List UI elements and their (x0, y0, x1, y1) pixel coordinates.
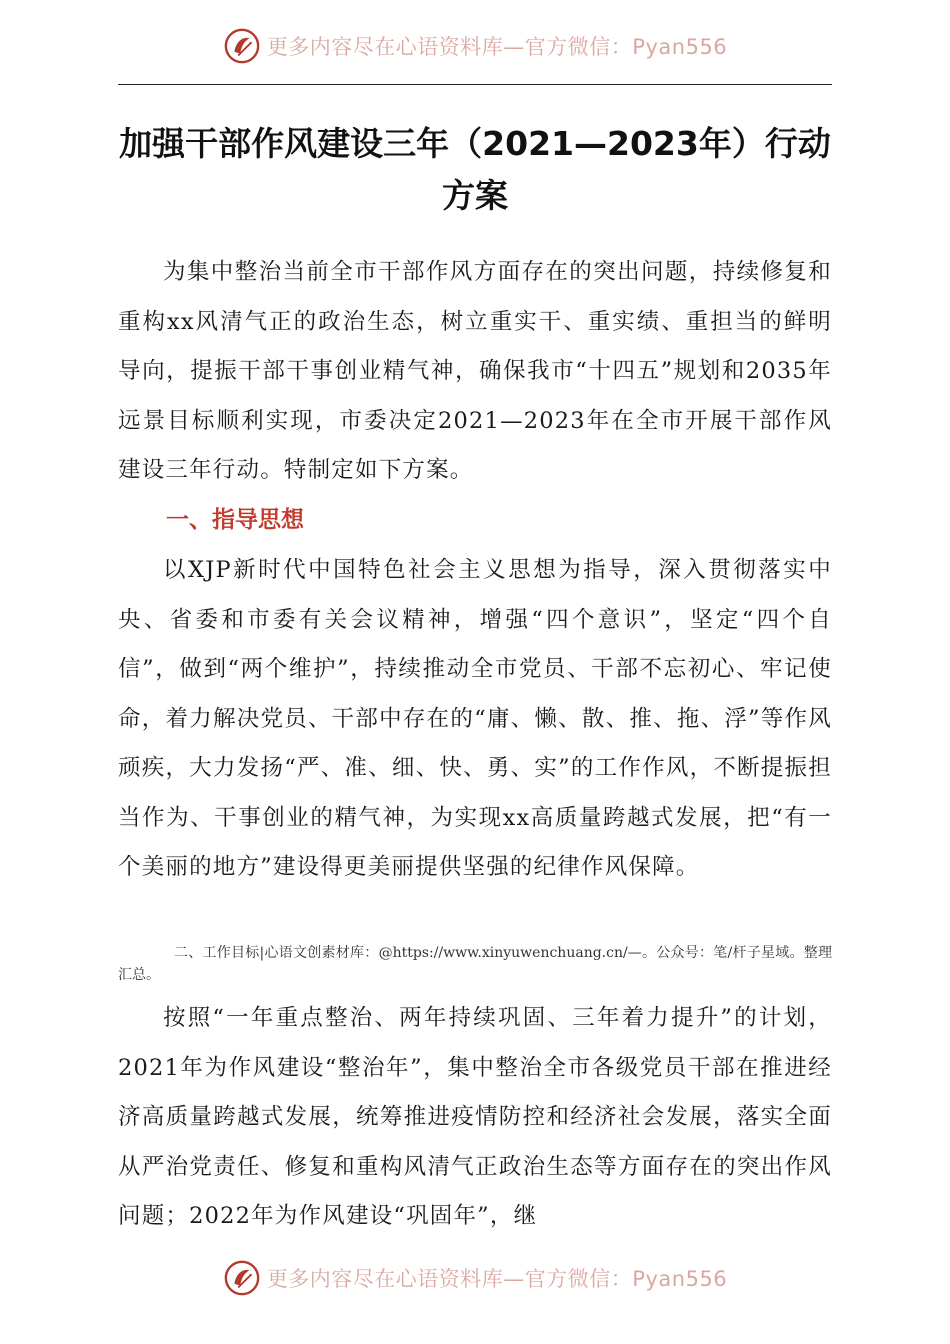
section2-paragraph: 按照“一年重点整治、两年持续巩固、三年着力提升”的计划，2021年为作风建设“整治年”，集中整治全市各级党员干部在推进经济高质量跨越式发展，统筹推进疫情防控和经济社会发展，落实全面从严治党责任、修复和重构风清气正政治生态等方面存在的突出作风问题；2022年为作风建设“巩固年”，继 (118, 1005, 832, 1229)
footer-banner (0, 1258, 950, 1298)
header-divider (118, 84, 832, 85)
banner-text: 更多内容尽在心语资料库—官方微信：Pyan556 (266, 35, 728, 59)
section1-paragraph: 以XJP新时代中国特色社会主义思想为指导，深入贯彻落实中央、省委和市委有关会议精神，增强“四个意识”，坚定“四个自信”，做到“两个维护”，持续推动全市党员、干部不忘初心、牢记使命，着力解决党员、干部中存在的“庸、懒、散、推、拖、浮”等作风顽疾，大力发扬“严、准、细、快、勇、实”的工作作风，不断提振担当作为、干事创业的精气神，为实现xx高质量跨越式发展，把“有一个美丽的地方”建设得更美丽提供坚强的纪律作风保障。 (118, 557, 832, 880)
title-line-2: 方案 (442, 176, 508, 215)
section-heading-guiding-ideology: 一、指导思想 (166, 507, 304, 533)
header-banner (0, 26, 950, 66)
section2-note: 二、工作目标|心语文创素材库：@https://www.xinyuwenchuang.cn/—。公众号：笔/杆子星域。整理汇总。 (118, 945, 832, 983)
logo-icon (223, 1259, 261, 1297)
banner-text: 更多内容尽在心语资料库—官方微信：Pyan556 (266, 1267, 728, 1291)
intro-paragraph: 为集中整治当前全市干部作风方面存在的突出问题，持续修复和重构xx风清气正的政治生态，树立重实干、重实绩、重担当的鲜明导向，提振干部干事创业精气神，确保我市“十四五”规划和2035年远景目标顺利实现，市委决定2021—2023年在全市开展干部作风建设三年行动。特制定如下方案。 (118, 259, 832, 483)
title-line-1: 加强干部作风建设三年（2021—2023年）行动 (119, 124, 831, 163)
logo-icon (223, 27, 261, 65)
document-title (118, 118, 832, 222)
